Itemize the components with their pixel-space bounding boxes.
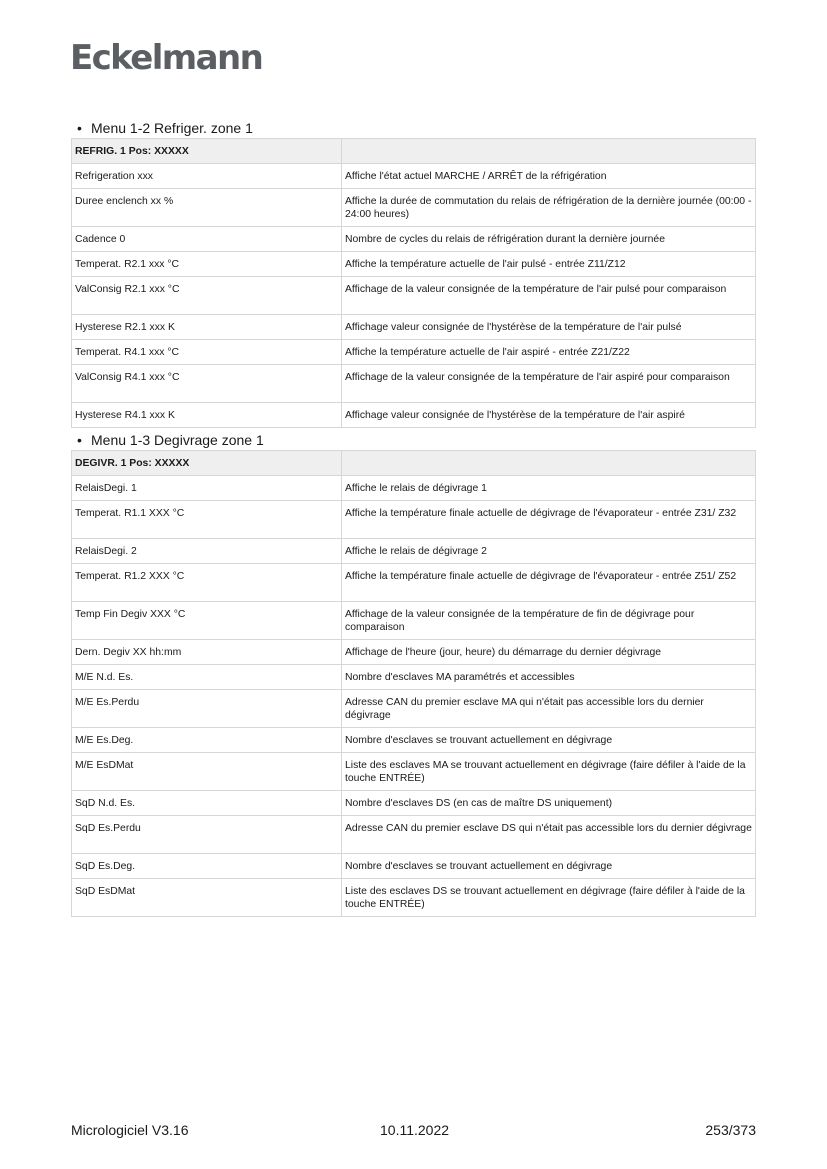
description-cell: Affichage de l'heure (jour, heure) du démarrage du dernier dégivrage bbox=[342, 640, 756, 665]
description-cell: Affichage valeur consignée de l'hystérèse de la température de l'air aspiré bbox=[342, 403, 756, 428]
menu-heading-refriger bbox=[71, 118, 756, 138]
bullet-icon: • bbox=[77, 432, 82, 448]
table-row bbox=[72, 340, 756, 365]
table-row bbox=[72, 501, 756, 539]
table-row bbox=[72, 854, 756, 879]
table-row bbox=[72, 690, 756, 728]
brand-logo: Eckelmann bbox=[70, 38, 263, 78]
table-row bbox=[72, 753, 756, 791]
description-cell: Affichage de la valeur consignée de la température de l'air pulsé pour comparaison bbox=[342, 277, 756, 315]
description-cell: Affiche le relais de dégivrage 1 bbox=[342, 476, 756, 501]
description-cell: Affichage de la valeur consignée de la température de l'air aspiré pour comparaison bbox=[342, 365, 756, 403]
menu-heading-degivrage bbox=[71, 430, 756, 450]
table-row bbox=[72, 252, 756, 277]
table-row bbox=[72, 277, 756, 315]
table-header-cell bbox=[342, 139, 756, 164]
table-row bbox=[72, 564, 756, 602]
table-row bbox=[72, 164, 756, 189]
refriger-table bbox=[71, 138, 756, 428]
parameter-cell: M/E N.d. Es. bbox=[72, 665, 342, 690]
table-row bbox=[72, 227, 756, 252]
document-body bbox=[71, 118, 756, 919]
description-cell: Liste des esclaves DS se trouvant actuellement en dégivrage (faire défiler à l'aide de la touche ENTRÉE) bbox=[342, 879, 756, 917]
footer-page-number: 253/373 bbox=[705, 1122, 756, 1138]
parameter-cell: M/E EsDMat bbox=[72, 753, 342, 791]
footer-date: 10.11.2022 bbox=[380, 1122, 450, 1138]
table-row bbox=[72, 189, 756, 227]
parameter-cell: Dern. Degiv XX hh:mm bbox=[72, 640, 342, 665]
parameter-cell: Temperat. R1.2 XXX °C bbox=[72, 564, 342, 602]
table-row bbox=[72, 728, 756, 753]
bullet-icon: • bbox=[77, 120, 82, 136]
table-header-row bbox=[72, 139, 756, 164]
table-row bbox=[72, 539, 756, 564]
table-row bbox=[72, 476, 756, 501]
parameter-cell: Temperat. R1.1 XXX °C bbox=[72, 501, 342, 539]
description-cell: Nombre d'esclaves DS (en cas de maître DS uniquement) bbox=[342, 791, 756, 816]
parameter-cell: Hysterese R2.1 xxx K bbox=[72, 315, 342, 340]
table-row bbox=[72, 403, 756, 428]
description-cell: Affichage valeur consignée de l'hystérèse de la température de l'air pulsé bbox=[342, 315, 756, 340]
degivrage-table bbox=[71, 450, 756, 917]
description-cell: Adresse CAN du premier esclave DS qui n'était pas accessible lors du dernier dégivrage bbox=[342, 816, 756, 854]
description-cell: Affiche le relais de dégivrage 2 bbox=[342, 539, 756, 564]
parameter-cell: M/E Es.Perdu bbox=[72, 690, 342, 728]
parameter-cell: ValConsig R2.1 xxx °C bbox=[72, 277, 342, 315]
description-cell: Affiche l'état actuel MARCHE / ARRÊT de la réfrigération bbox=[342, 164, 756, 189]
parameter-cell: SqD N.d. Es. bbox=[72, 791, 342, 816]
parameter-cell: M/E Es.Deg. bbox=[72, 728, 342, 753]
parameter-cell: ValConsig R4.1 xxx °C bbox=[72, 365, 342, 403]
parameter-cell: Refrigeration xxx bbox=[72, 164, 342, 189]
table-header-cell bbox=[342, 451, 756, 476]
table-row bbox=[72, 315, 756, 340]
parameter-cell: Hysterese R4.1 xxx K bbox=[72, 403, 342, 428]
menu-heading-label: Menu 1-3 Degivrage zone 1 bbox=[91, 432, 264, 448]
description-cell: Nombre de cycles du relais de réfrigération durant la dernière journée bbox=[342, 227, 756, 252]
parameter-cell: RelaisDegi. 1 bbox=[72, 476, 342, 501]
description-cell: Nombre d'esclaves MA paramétrés et accessibles bbox=[342, 665, 756, 690]
description-cell: Nombre d'esclaves se trouvant actuellement en dégivrage bbox=[342, 854, 756, 879]
description-cell: Affiche la durée de commutation du relais de réfrigération de la dernière journée (00:00 - 24:00 heures) bbox=[342, 189, 756, 227]
table-header-cell: REFRIG. 1 Pos: XXXXX bbox=[72, 139, 342, 164]
parameter-cell: SqD EsDMat bbox=[72, 879, 342, 917]
parameter-cell: SqD Es.Deg. bbox=[72, 854, 342, 879]
description-cell: Nombre d'esclaves se trouvant actuellement en dégivrage bbox=[342, 728, 756, 753]
table-row bbox=[72, 365, 756, 403]
description-cell: Affiche la température actuelle de l'air pulsé - entrée Z11/Z12 bbox=[342, 252, 756, 277]
footer-software-version: Micrologiciel V3.16 bbox=[71, 1122, 189, 1138]
description-cell: Affichage de la valeur consignée de la température de fin de dégivrage pour comparaison bbox=[342, 602, 756, 640]
parameter-cell: Temperat. R2.1 xxx °C bbox=[72, 252, 342, 277]
parameter-cell: Duree enclench xx % bbox=[72, 189, 342, 227]
table-row bbox=[72, 640, 756, 665]
parameter-cell: Temp Fin Degiv XXX °C bbox=[72, 602, 342, 640]
parameter-cell: Temperat. R4.1 xxx °C bbox=[72, 340, 342, 365]
description-cell: Affiche la température actuelle de l'air aspiré - entrée Z21/Z22 bbox=[342, 340, 756, 365]
table-row bbox=[72, 602, 756, 640]
parameter-cell: SqD Es.Perdu bbox=[72, 816, 342, 854]
parameter-cell: Cadence 0 bbox=[72, 227, 342, 252]
parameter-cell: RelaisDegi. 2 bbox=[72, 539, 342, 564]
table-row bbox=[72, 791, 756, 816]
description-cell: Affiche la température finale actuelle de dégivrage de l'évaporateur - entrée Z51/ Z52 bbox=[342, 564, 756, 602]
table-row bbox=[72, 665, 756, 690]
description-cell: Affiche la température finale actuelle de dégivrage de l'évaporateur - entrée Z31/ Z32 bbox=[342, 501, 756, 539]
description-cell: Adresse CAN du premier esclave MA qui n'était pas accessible lors du dernier dégivrage bbox=[342, 690, 756, 728]
table-row bbox=[72, 879, 756, 917]
description-cell: Liste des esclaves MA se trouvant actuellement en dégivrage (faire défiler à l'aide de la touche ENTRÉE) bbox=[342, 753, 756, 791]
table-row bbox=[72, 816, 756, 854]
menu-heading-label: Menu 1-2 Refriger. zone 1 bbox=[91, 120, 253, 136]
table-header-row bbox=[72, 451, 756, 476]
table-header-cell: DEGIVR. 1 Pos: XXXXX bbox=[72, 451, 342, 476]
